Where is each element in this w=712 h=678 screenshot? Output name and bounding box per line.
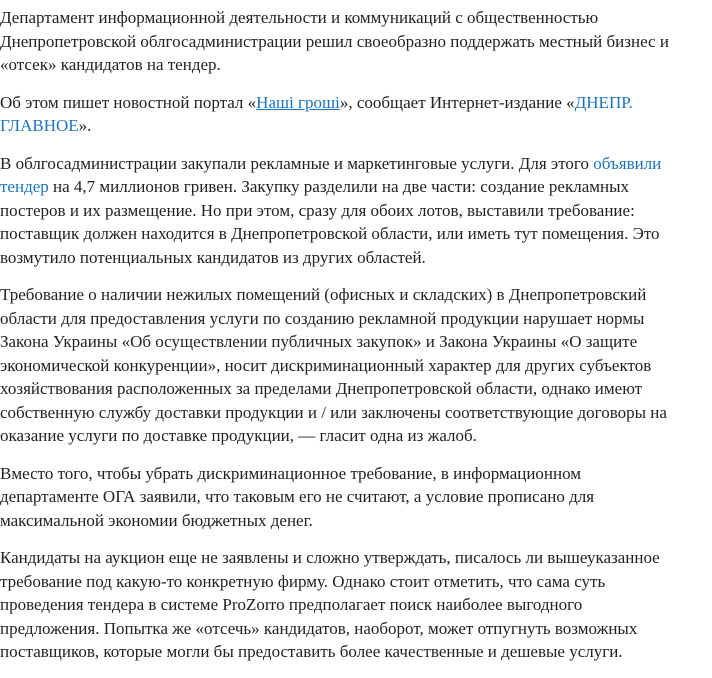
paragraph-line: Департамент информационной деятельности и коммуникаций с общественностью [0,8,599,27]
article-paragraph-2 [0,91,712,138]
dnepr-glavnoe-link-part2[interactable]: ГЛАВНОЕ [0,116,79,135]
paragraph-line: Закона Украины «Об осуществлении публичных закупок» и Закона Украины «О защите [0,332,638,351]
paragraph-line: максимальной экономии бюджетных денег. [0,510,313,530]
paragraph-line: Требование о наличии нежилых помещений (офисных и складских) в Днепропетровский [0,285,647,304]
article-paragraph-4 [0,283,712,448]
article-body [0,6,712,678]
paragraph-text: ». [78,116,92,135]
paragraph-line: предложения. Попытка же «отсечь» кандидатов, наоборот, может отпугнуть возможных [0,618,638,638]
paragraph-text: В облгосадминистрации закупали рекламные и маркетинговые услуги. Для этого [0,153,594,173]
article-paragraph-1 [0,6,712,77]
paragraph-text: на 4,7 миллионов гривен. Закупку разделили на две части: создание рекламных [48,177,630,196]
paragraph-line: департаменте ОГА заявили, что таковым его не считают, а условие прописано для [0,487,595,506]
paragraph-line: поставщик должен находится в Днепропетровской области, или иметь тут помещения. Это [0,224,660,243]
nashi-groshi-link[interactable]: Наші гроші [256,92,340,112]
paragraph-line [0,91,712,115]
article-paragraph-6 [0,546,712,664]
paragraph-line: Вместо того, чтобы убрать дискриминационное требование, в информационном [0,463,582,483]
paragraph-line: экономической конкуренции», носит дискриминационный характер для других субъектов [0,355,652,375]
paragraph-line: хозяйствования расположенных за пределами Днепропетровской области, однако имеют [0,379,643,398]
paragraph-line [0,175,712,199]
tender-link-part2[interactable]: тендер [0,177,49,196]
paragraph-line: поставщиков, которые могли бы предоставить более качественные и дешевые услуги. [0,642,623,661]
paragraph-line: Днепропетровской облгосадминистрации решил своеобразно поддержать местный бизнес и [0,31,669,51]
paragraph-line: проведения тендера в системе ProZorro предполагает поиск наиболее выгодного [0,595,583,614]
paragraph-line [0,152,712,176]
paragraph-text: », сообщает Интернет-издание « [339,92,575,112]
paragraph-line: требование под какую-то конкретную фирму. Однако стоит отметить, что сама суть [0,571,606,591]
paragraph-line: «отсек» кандидатов на тендер. [0,55,221,74]
tender-link-part1[interactable]: объявили [593,153,662,173]
paragraph-line: оказание услуги по доставке продукции, — гласит одна из жалоб. [0,426,477,445]
paragraph-line: постеров и их размещение. Но при этом, сразу для обоих лотов, выставили требование: [0,200,635,220]
article-paragraph-3 [0,152,712,270]
paragraph-line [0,114,712,138]
paragraph-text: Об этом пишет новостной портал « [0,92,257,112]
paragraph-line: Кандидаты на аукцион еще не заявлены и сложно утверждать, писалось ли вышеуказанное [0,548,660,567]
dnepr-glavnoe-link-part1[interactable]: ДНЕПР. [574,92,633,112]
paragraph-line: собственную службу доставки продукции и / или заключены соответствующие договоры на [0,402,667,422]
paragraph-line: возмутило потенциальных кандидатов из других областей. [0,247,426,267]
article-paragraph-5 [0,462,712,533]
paragraph-line: области для предоставления услуги по созданию рекламной продукции нарушает нормы [0,308,645,328]
